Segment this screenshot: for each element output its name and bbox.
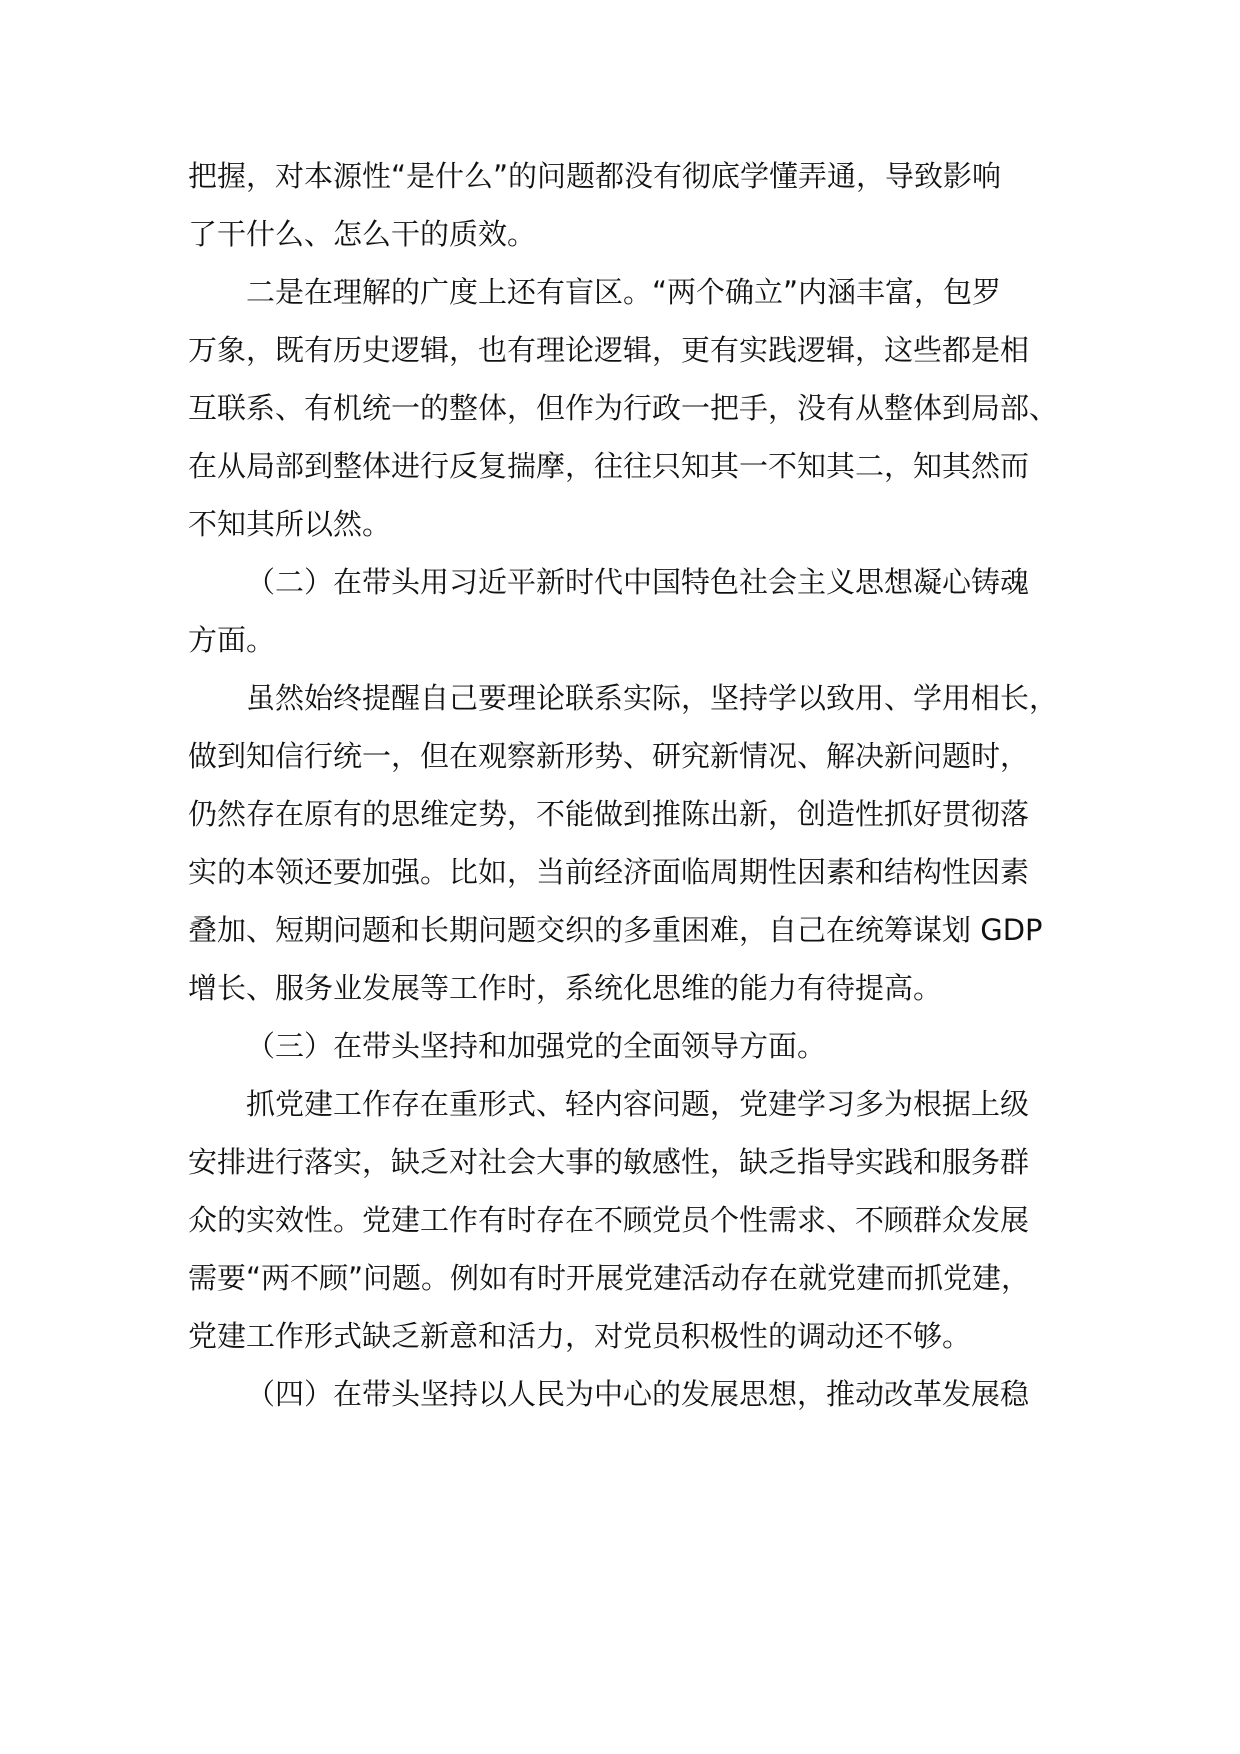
text-line: 做到知信行统一，但在观察新形势、研究新情况、解决新问题时， <box>188 739 1030 773</box>
text-line: 实的本领还要加强。比如，当前经济面临周期性因素和结构性因素 <box>188 855 1030 889</box>
text-line: 不知其所以然。 <box>188 507 392 541</box>
paragraph-start-line: 二是在理解的广度上还有盲区。“两个确立”内涵丰富，包罗 <box>246 275 1002 309</box>
text-line: 仍然存在原有的思维定势，不能做到推陈出新，创造性抓好贯彻落 <box>188 797 1030 831</box>
section-heading-line: （二）在带头用习近平新时代中国特色社会主义思想凝心铸魂 <box>246 565 1030 599</box>
section-heading-line: 方面。 <box>188 623 276 657</box>
paragraph-start-line: 抓党建工作存在重形式、轻内容问题，党建学习多为根据上级 <box>246 1087 1030 1121</box>
text-line: 叠加、短期问题和长期问题交织的多重困难，自己在统筹谋划 GDP <box>188 913 1043 947</box>
text-line: 了干什么、怎么干的质效。 <box>188 217 537 251</box>
text-line: 众的实效性。党建工作有时存在不顾党员个性需求、不顾群众发展 <box>188 1203 1030 1237</box>
text-line: 在从局部到整体进行反复揣摩，往往只知其一不知其二，知其然而 <box>188 449 1030 483</box>
text-line: 增长、服务业发展等工作时，系统化思维的能力有待提高。 <box>188 971 943 1005</box>
section-heading-line: （三）在带头坚持和加强党的全面领导方面。 <box>246 1029 827 1063</box>
text-line: 党建工作形式缺乏新意和活力，对党员积极性的调动还不够。 <box>188 1319 972 1353</box>
section-heading-line: （四）在带头坚持以人民为中心的发展思想，推动改革发展稳 <box>246 1377 1030 1411</box>
text-line: 把握，对本源性“是什么”的问题都没有彻底学懂弄通，导致影响 <box>188 159 1002 193</box>
text-line: 互联系、有机统一的整体，但作为行政一把手，没有从整体到局部、 <box>188 391 1059 425</box>
text-line: 需要“两不顾”问题。例如有时开展党建活动存在就党建而抓党建， <box>188 1261 1031 1295</box>
text-line: 万象，既有历史逻辑，也有理论逻辑，更有实践逻辑，这些都是相 <box>188 333 1030 367</box>
text-line: 安排进行落实，缺乏对社会大事的敏感性，缺乏指导实践和服务群 <box>188 1145 1030 1179</box>
paragraph-start-line: 虽然始终提醒自己要理论联系实际，坚持学以致用、学用相长， <box>246 681 1059 715</box>
